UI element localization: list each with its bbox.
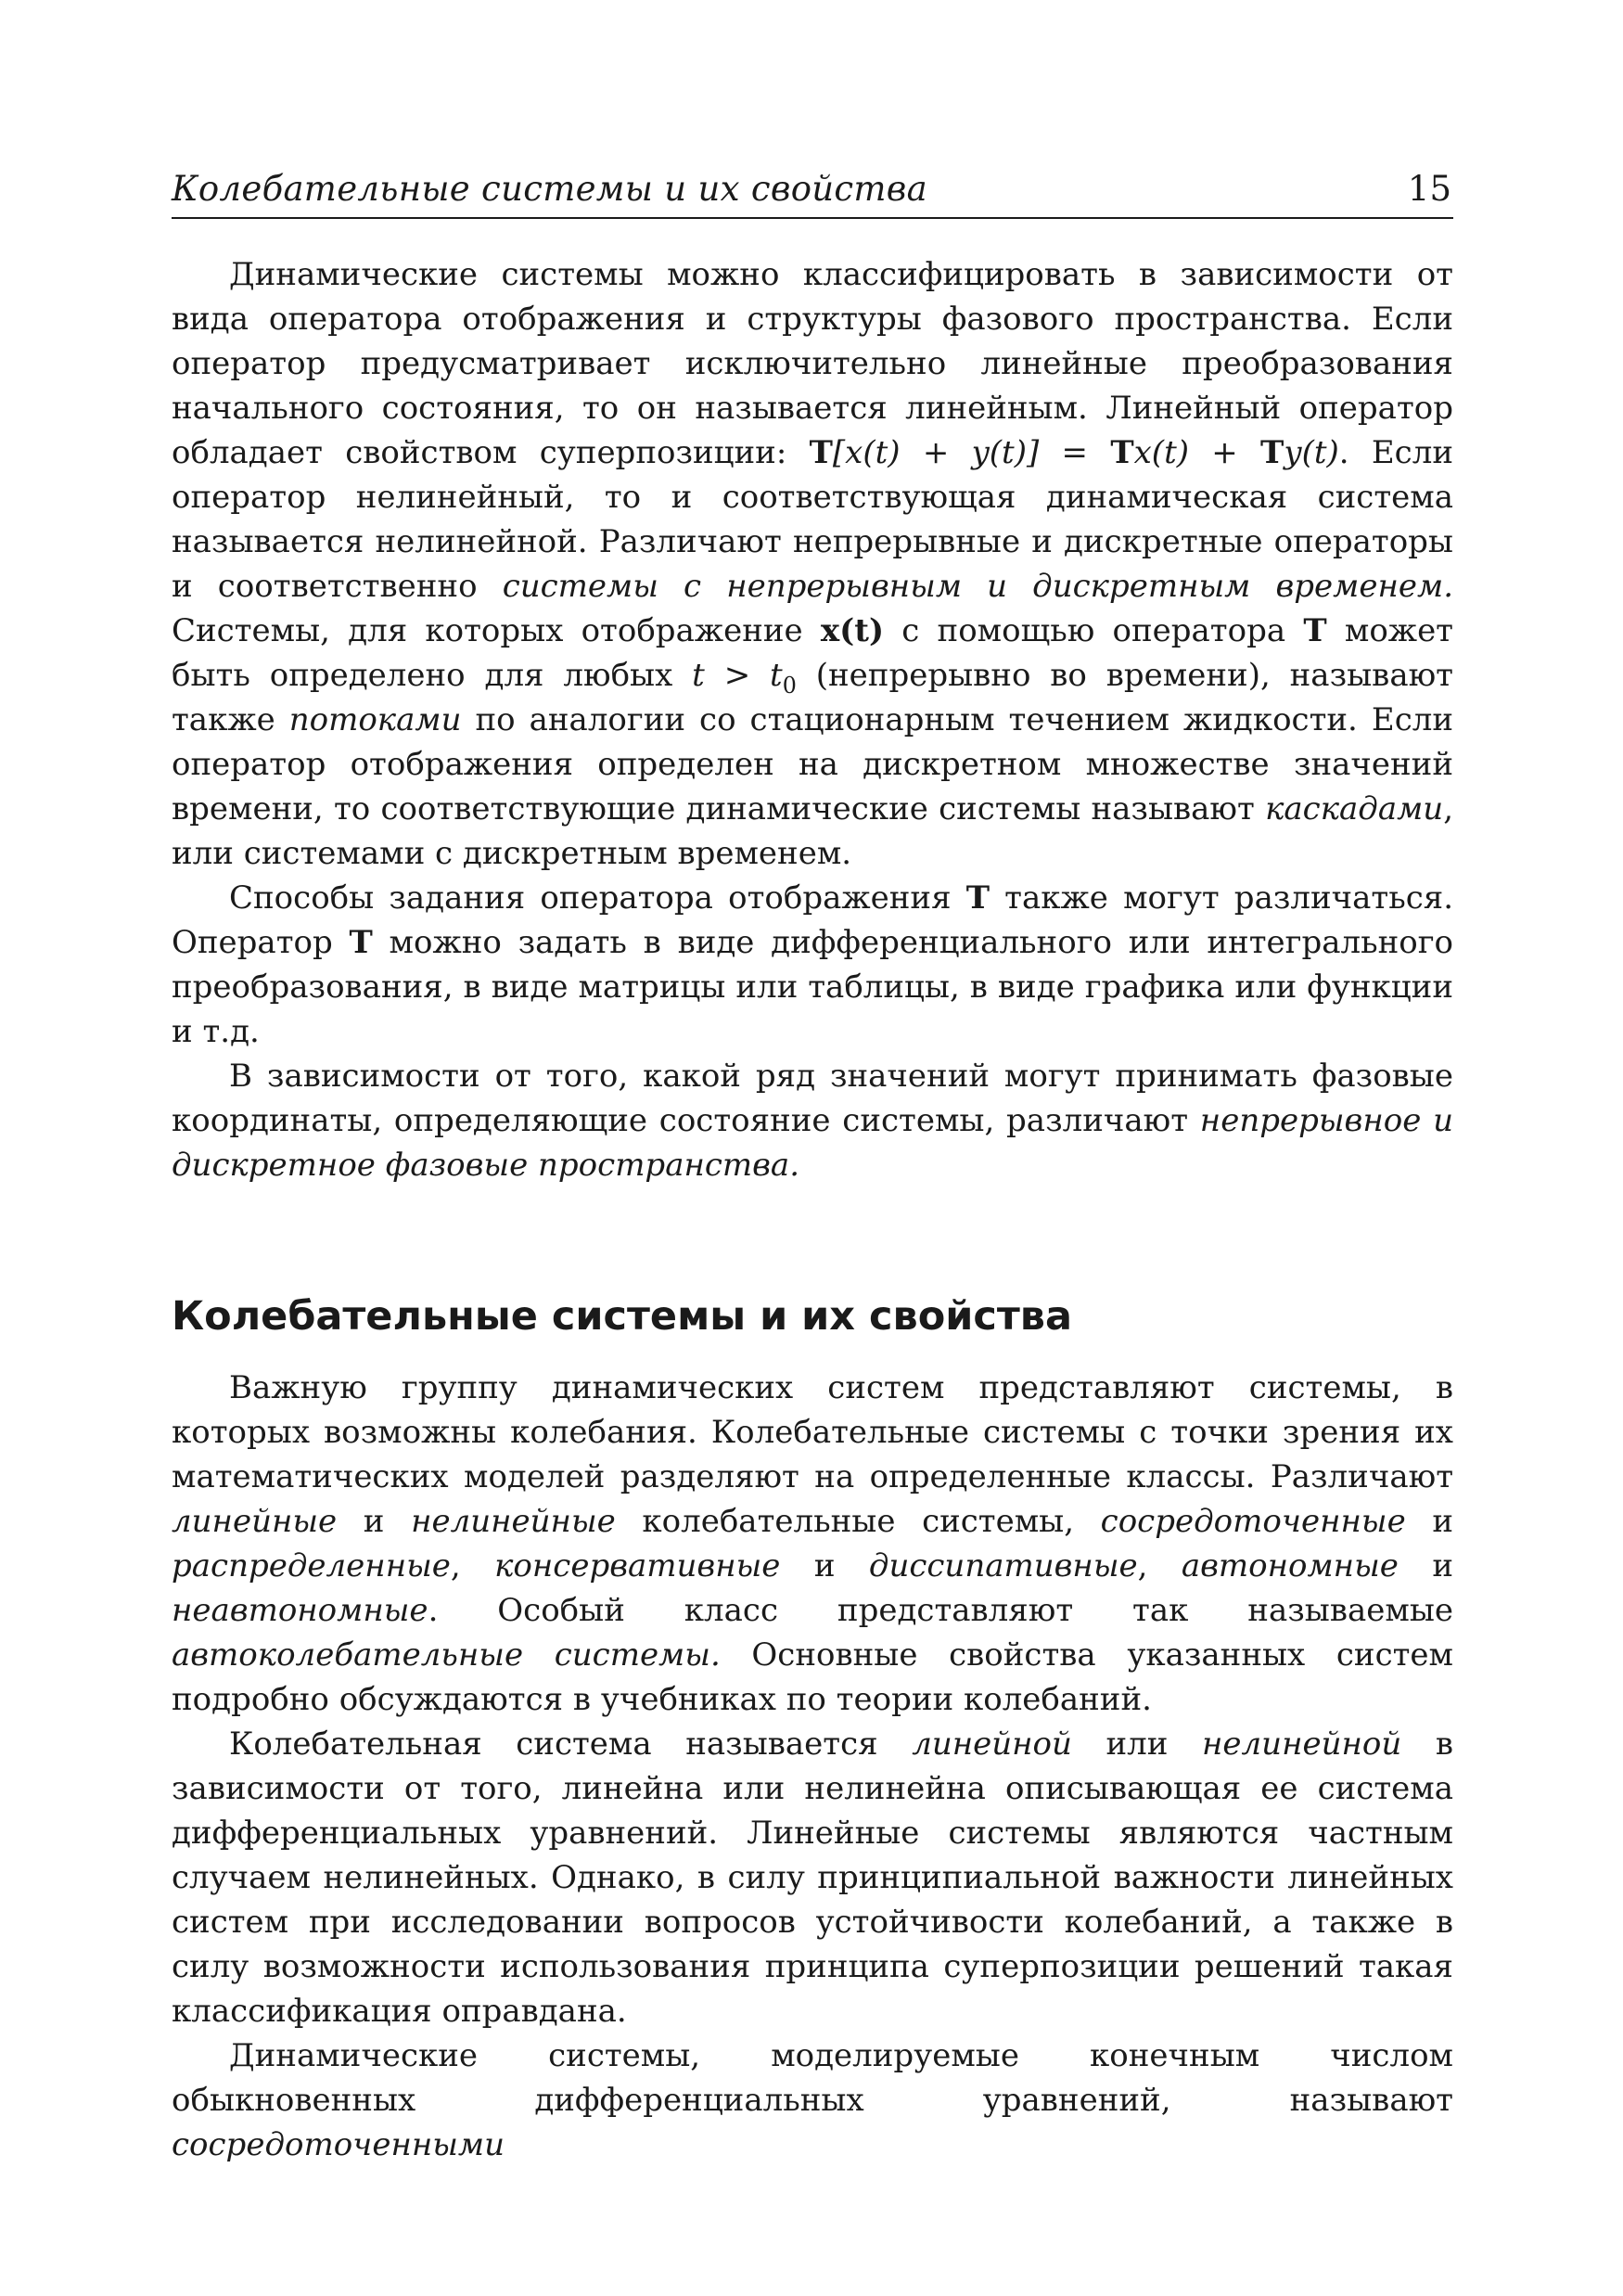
- text-em: непрерывное и дискретное фазовые пространства.: [172, 1102, 1453, 1184]
- text-run: в зависимости от того, линейна или нелинейна описывающая ее система дифференциальных уравнений. Линейные системы являются частным случаем нелинейных. Однако, в силу принципиальной важности линейных систем при исследовании вопросов устойчивости колебаний, а также в силу возможности использования принципа суперпозиции решений такая классификация оправдана.: [172, 1725, 1453, 2030]
- text-run: Способы задания оператора отображения: [229, 879, 966, 917]
- section-heading: Колебательные системы и их свойства: [172, 1292, 1073, 1340]
- text-em: линейные: [172, 1503, 338, 1540]
- body-text-after-section: [172, 1366, 1453, 2167]
- text-run: , или системами с дискретным временем.: [172, 790, 1453, 872]
- text-math: x(t) +: [1133, 434, 1261, 471]
- text-run: и: [337, 1503, 412, 1540]
- text-bold: T: [1110, 434, 1134, 471]
- text-em: линейной: [912, 1725, 1072, 1763]
- paragraph: [172, 252, 1453, 876]
- text-run: ,: [1137, 1547, 1182, 1584]
- text-run: и: [780, 1547, 869, 1584]
- text-bold: T: [1260, 434, 1284, 471]
- text-run: (непрерывно во времени), называют также: [172, 657, 1453, 738]
- text-bold: T: [809, 434, 833, 471]
- text-bold: T: [1303, 612, 1327, 649]
- text-em: каскадами: [1265, 790, 1444, 827]
- body-text-before-section: [172, 252, 1453, 1187]
- text-run: Системы, для которых отображение: [172, 612, 821, 649]
- text-run: и: [1398, 1547, 1453, 1584]
- text-run: и: [1405, 1503, 1453, 1540]
- text-run: В зависимости от того, какой ряд значений могут принимать фазовые координаты, определяющие состояние системы, различают: [172, 1058, 1453, 1139]
- text-bold: T: [349, 924, 373, 961]
- text-em: сосредоточенные: [1100, 1503, 1406, 1540]
- page-number: 15: [1407, 169, 1451, 209]
- running-title: Колебательные системы и их свойства: [172, 169, 927, 209]
- text-em: неавтономные: [172, 1592, 428, 1629]
- text-run: или: [1071, 1725, 1203, 1763]
- text-run: Динамические системы, моделируемые конечным числом обыкновенных дифференциальных уравнений, называют: [172, 2037, 1453, 2119]
- text-run: Важную группу динамических систем представляют системы, в которых возможны колебания. Колебательные системы с точки зрения их математических моделей разделяют на определенные классы. Различают: [172, 1369, 1453, 1495]
- text-em: диссипативные: [868, 1547, 1138, 1584]
- text-run: с помощью оператора: [884, 612, 1304, 649]
- text-math: t > t: [692, 657, 783, 694]
- text-run: Основные свойства указанных систем подробно обсуждаются в учебниках по теории колебаний.: [172, 1636, 1453, 1718]
- text-run: . Если оператор нелинейный, то и соответствующая динамическая система называется нелинейной. Различают непрерывные и дискретные операторы и соответственно: [172, 434, 1453, 605]
- text-math: [x(t) + y(t)] =: [832, 434, 1111, 471]
- text-run: . Особый класс представляют так называемые: [428, 1592, 1453, 1629]
- text-em: системы с непрерывным и дискретным временем.: [502, 568, 1453, 605]
- text-run: также могут различаться. Оператор: [172, 879, 1454, 961]
- paragraph: [172, 2033, 1453, 2167]
- text-math: y(t): [1284, 434, 1339, 471]
- text-run: можно задать в виде дифференциального или интегрального преобразования, в виде матрицы или таблицы, в виде графика или функции и т.д.: [172, 924, 1454, 1050]
- text-em: консервативные: [494, 1547, 781, 1584]
- running-header: [172, 165, 1453, 219]
- text-run: Колебательная система называется: [229, 1725, 913, 1763]
- text-run: Динамические системы можно классифицировать в зависимости от вида оператора отображения и структуры фазового пространства. Если оператор предусматривает исключительно линейные преобразования начального состояния, то он называется линейным. Линейный оператор обладает свойством суперпозиции:: [172, 256, 1453, 471]
- text-em: автоколебательные системы.: [172, 1636, 721, 1674]
- paragraph: [172, 1054, 1453, 1187]
- text-sub: 0: [782, 672, 797, 699]
- paragraph: [172, 876, 1453, 1054]
- text-em: нелинейные: [411, 1503, 616, 1540]
- text-em: сосредоточенными: [172, 2126, 505, 2163]
- paragraph: [172, 1366, 1453, 1722]
- text-run: ,: [450, 1547, 495, 1584]
- text-em: нелинейной: [1202, 1725, 1402, 1763]
- text-bold: x(t): [820, 612, 885, 649]
- text-run: колебательные системы,: [615, 1503, 1101, 1540]
- text-run: по аналогии со стационарным течением жидкости. Если оператор отображения определен на дискретном множестве значений времени, то соответствующие динамические системы называют: [172, 701, 1453, 827]
- text-em: потоками: [288, 701, 462, 738]
- paragraph: [172, 1722, 1453, 2033]
- text-em: автономные: [1181, 1547, 1399, 1584]
- text-run: может быть определено для любых: [172, 612, 1453, 694]
- text-em: распределенные: [172, 1547, 451, 1584]
- text-bold: T: [965, 879, 990, 917]
